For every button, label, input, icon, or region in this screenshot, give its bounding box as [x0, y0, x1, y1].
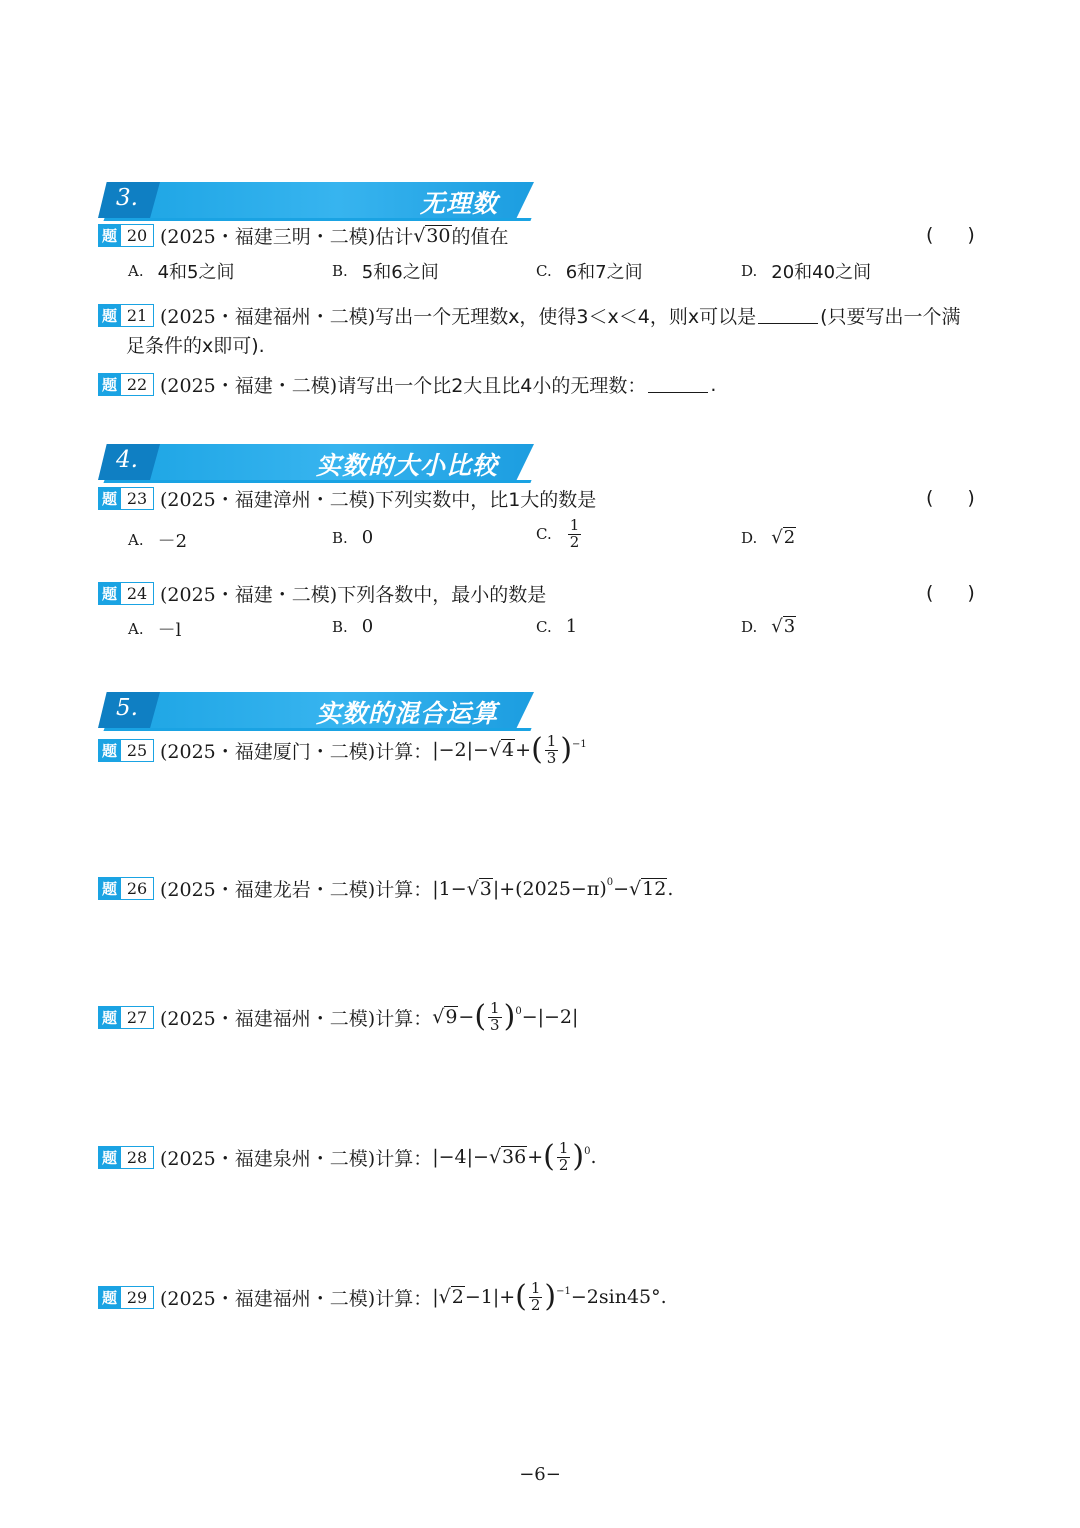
denominator: 2 [569, 532, 580, 551]
question-source: (2025・福建漳州・二模) [160, 489, 376, 511]
badge-number: 24 [121, 582, 154, 605]
question-source: (2025・福建福州・二模) [160, 306, 376, 328]
question-badge [98, 739, 154, 762]
option-label: D. [741, 262, 758, 280]
question-24 [98, 580, 546, 607]
right-paren: ) [572, 1139, 585, 1175]
radicand: 36 [502, 1146, 527, 1169]
answer-parentheses: () [926, 582, 1009, 604]
sqrt-expression: √ 3 [466, 877, 492, 900]
option-label: D. [741, 528, 758, 547]
fraction [568, 518, 582, 551]
sqrt-expression: √ 12 [629, 877, 667, 900]
question-stem-line2: 足条件的x即可). [126, 335, 265, 357]
expression: | [432, 1286, 439, 1309]
question-source: (2025・福建三明・二模) [160, 226, 376, 248]
badge-number: 26 [121, 877, 154, 900]
option-d [741, 527, 796, 548]
badge-number: 27 [121, 1006, 154, 1029]
option-label: A. [128, 531, 144, 549]
question-source: (2025・福建龙岩・二模) [160, 879, 376, 901]
expression: −1|+ [464, 1286, 516, 1309]
question-stem: 请写出一个比2大且比4小的无理数： [337, 375, 647, 397]
right-paren: ) [560, 732, 573, 768]
expression: |−4|− [432, 1146, 489, 1169]
radicand: 3 [783, 616, 796, 638]
option-b [332, 527, 373, 548]
option-text: 1 [565, 616, 578, 637]
section-banner-5 [98, 692, 534, 728]
option-a [128, 258, 235, 284]
badge-number: 20 [121, 224, 154, 247]
question-stem: 计算： [375, 740, 433, 763]
question-stem: 计算： [375, 1007, 433, 1030]
question-29 [98, 1281, 667, 1314]
expression: + [515, 739, 532, 762]
answer-parentheses: () [926, 487, 1009, 509]
radicand: 9 [445, 1006, 458, 1029]
answer-blank[interactable] [648, 376, 708, 393]
numerator: 1 [569, 516, 580, 534]
option-text: 5和6之间 [361, 262, 439, 283]
sqrt-expression: √ 30 [413, 224, 451, 247]
badge-label: 题 [98, 224, 121, 247]
option-label: C. [536, 525, 552, 544]
question-source: (2025・福建福州・二模) [160, 1007, 376, 1030]
radicand: 2 [451, 1286, 464, 1309]
section-banner-3 [98, 182, 534, 218]
numerator: 1 [530, 1279, 541, 1297]
numerator: 1 [546, 732, 557, 750]
question-badge [98, 877, 154, 900]
question-badge [98, 224, 154, 247]
sqrt-expression: √ 4 [488, 739, 515, 762]
question-stem: 计算： [375, 879, 433, 901]
exponent: 0 [606, 877, 614, 888]
right-paren: ) [544, 1279, 557, 1315]
sqrt-expression: √ 2 [771, 527, 796, 549]
badge-label: 题 [98, 1286, 121, 1309]
option-label: B. [332, 528, 348, 547]
right-paren: ) [503, 999, 516, 1035]
option-text: －2 [157, 531, 188, 552]
expression-end: . [667, 877, 674, 900]
sqrt-expression: √ 3 [771, 616, 796, 638]
option-text: 0 [361, 616, 374, 637]
fraction [488, 1001, 502, 1034]
badge-label: 题 [98, 582, 121, 605]
question-27 [98, 1001, 578, 1034]
question-stem: 写出一个无理数x，使得3＜x＜4，则x可以是 [375, 306, 757, 328]
radicand: 3 [479, 877, 492, 900]
question-stem: 计算： [375, 1147, 433, 1170]
question-badge [98, 1286, 154, 1309]
option-label: B. [332, 262, 348, 280]
section-title: 实数的大小比较 [315, 451, 498, 480]
page-number: −6− [519, 1464, 561, 1485]
expression: −|−2| [521, 1006, 579, 1029]
expression: |+(2025−π) [492, 877, 607, 900]
option-b [332, 258, 439, 284]
expression: − [613, 877, 630, 900]
question-badge [98, 373, 154, 396]
radicand: 12 [642, 877, 667, 900]
denominator: 3 [546, 748, 557, 767]
question-20 [98, 222, 509, 249]
option-c [536, 518, 583, 551]
option-a [128, 527, 187, 553]
option-c [536, 616, 577, 637]
badge-number: 29 [121, 1286, 154, 1309]
expression: −2sin45°. [570, 1286, 667, 1309]
option-text: 4和5之间 [157, 262, 235, 283]
numerator: 1 [558, 1139, 569, 1157]
badge-label: 题 [98, 1146, 121, 1169]
exponent: −1 [556, 1285, 571, 1297]
left-paren: ( [515, 1279, 527, 1315]
answer-parentheses: () [926, 224, 1009, 246]
option-text: －l [157, 620, 182, 641]
option-d [741, 616, 796, 637]
section-title: 无理数 [419, 189, 498, 218]
badge-number: 23 [121, 487, 154, 510]
question-badge [98, 1146, 154, 1169]
left-paren: ( [543, 1139, 555, 1175]
question-stem-cont: (只要写出一个满 [820, 306, 961, 328]
badge-label: 题 [98, 1006, 121, 1029]
option-text: 0 [361, 527, 374, 548]
badge-number: 21 [121, 304, 154, 327]
option-label: C. [536, 617, 552, 636]
badge-label: 题 [98, 739, 121, 762]
question-source: (2025・福建厦门・二模) [160, 740, 376, 763]
radicand: 4 [502, 739, 515, 762]
option-a [128, 616, 181, 642]
question-stem: 下列实数中，比1大的数是 [375, 489, 597, 511]
question-21 [98, 302, 961, 329]
section-title: 实数的混合运算 [315, 699, 498, 728]
left-paren: ( [531, 732, 543, 768]
option-b [332, 616, 373, 637]
section-number: 3. [116, 185, 138, 211]
exponent: 0 [584, 1145, 591, 1157]
option-label: C. [536, 262, 552, 280]
radicand: 2 [783, 527, 796, 549]
question-badge [98, 487, 154, 510]
badge-label: 题 [98, 304, 121, 327]
question-stem-end: 的值在 [451, 226, 509, 248]
badge-number: 28 [121, 1146, 154, 1169]
badge-label: 题 [98, 373, 121, 396]
option-c [536, 258, 643, 284]
option-label: A. [128, 620, 144, 638]
section-number: 5. [116, 695, 138, 721]
option-text: 6和7之间 [565, 262, 643, 283]
question-stem: 下列各数中，最小的数是 [337, 584, 547, 606]
radicand: 30 [426, 224, 451, 247]
question-23 [98, 485, 596, 512]
option-label: D. [741, 617, 758, 636]
sqrt-expression: √ 9 [432, 1006, 458, 1029]
sqrt-expression: √ 2 [438, 1286, 464, 1309]
option-d [741, 258, 871, 284]
exponent: 0 [515, 1005, 522, 1017]
question-source: (2025・福建・二模) [160, 375, 338, 397]
option-label: A. [128, 262, 144, 280]
question-22 [98, 371, 716, 398]
fraction [557, 1141, 571, 1174]
option-text: 20和40之间 [771, 262, 872, 283]
left-paren: ( [474, 999, 487, 1035]
expression: |−2|− [432, 739, 489, 762]
denominator: 3 [490, 1015, 500, 1034]
expression-end: . [590, 1146, 597, 1169]
question-badge [98, 1006, 154, 1029]
badge-label: 题 [98, 487, 121, 510]
denominator: 2 [558, 1155, 569, 1174]
answer-blank[interactable] [758, 307, 818, 324]
option-label: B. [332, 617, 348, 636]
exponent: −1 [572, 738, 587, 750]
question-badge [98, 582, 154, 605]
question-end: . [710, 373, 717, 396]
question-28 [98, 1141, 597, 1174]
badge-number: 25 [121, 739, 154, 762]
question-25 [98, 734, 587, 767]
badge-number: 22 [121, 373, 154, 396]
expression: + [527, 1146, 544, 1169]
fraction [529, 1281, 543, 1314]
question-stem: 估计 [375, 226, 414, 248]
question-26 [98, 875, 673, 902]
section-number: 4. [116, 447, 138, 473]
expression: − [458, 1006, 475, 1029]
question-stem: 计算： [375, 1287, 433, 1310]
question-source: (2025・福建福州・二模) [160, 1287, 376, 1310]
badge-label: 题 [98, 877, 121, 900]
fraction [545, 734, 559, 767]
section-banner-4 [98, 444, 534, 480]
sqrt-expression: √ 36 [488, 1146, 527, 1169]
denominator: 2 [530, 1295, 541, 1314]
question-source: (2025・福建泉州・二模) [160, 1147, 376, 1170]
question-21-line2 [126, 331, 265, 358]
expression: |1− [432, 877, 467, 900]
question-badge [98, 304, 154, 327]
question-source: (2025・福建・二模) [160, 584, 338, 606]
numerator: 1 [490, 999, 500, 1017]
